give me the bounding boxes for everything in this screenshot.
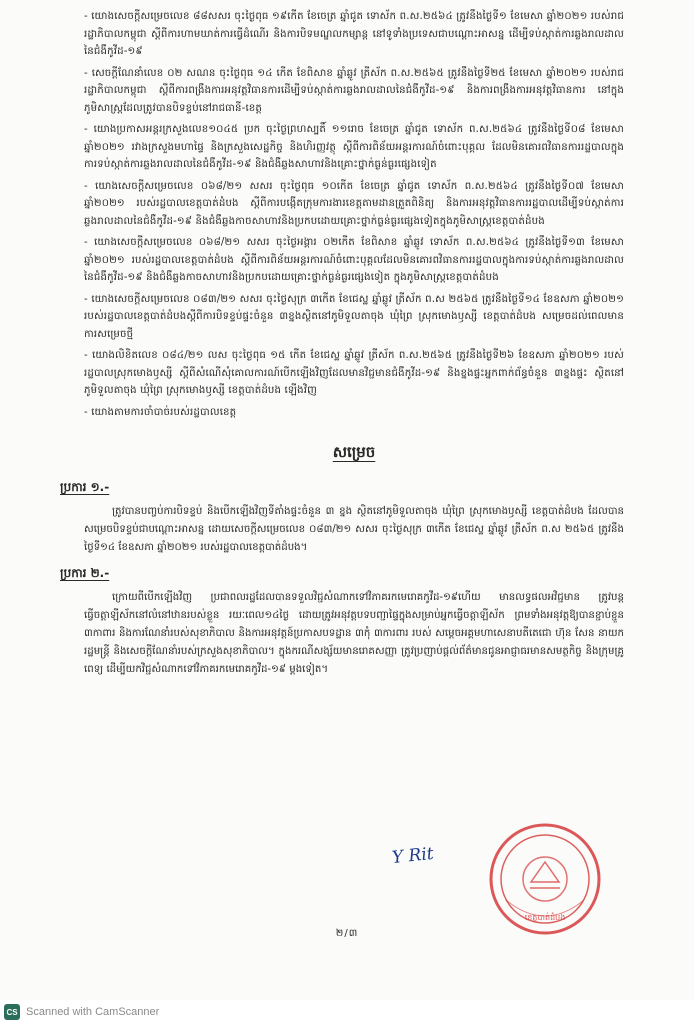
reference-item <box>84 404 624 422</box>
reference-item <box>84 8 624 61</box>
reference-text: - យោងប្រកាសអន្តរក្រសួងលេខ១០៤៥ ប្រក ចុះថ្ងៃព្រហស្បតិ៍ ១១រោច ខែចេត្រ ឆ្នាំជូត ទោស័ក ព.ស.២៥៦៤ ត្រូវនឹងថ្ងៃទី០៨ ខែមេសា ឆ្នាំ២០២១ រវាងក្រសួងមហាផ្ទៃ និងក្រសួងសេដ្ឋកិច្ច និងហិរញ្ញវត្ថុ ស្តីពីការពិន័យអន្តរការណ៍ចំពោះបុគ្គល ដែលមិនគោរពវិធានការរដ្ឋបាលក្នុងការទប់ស្កាត់ការឆ្លងរាលដាលនៃជំងឺកូវីដ-១៩ និងជំងឺឆ្លងសាហាវនិងគ្រោះថ្នាក់ធ្ងន់ធ្ងរផ្សេងទៀត <box>84 124 624 170</box>
reference-item <box>84 65 624 118</box>
article-1-heading: ប្រការ ១.- <box>60 480 110 494</box>
article-2-heading: ប្រការ ២.- <box>60 566 110 580</box>
reference-text: - យោងតាមការចាំបាច់របស់រដ្ឋបាលខេត្ត <box>84 406 237 418</box>
decision-title: សម្រេច <box>332 443 376 461</box>
reference-text: - យោងសេចក្តីសម្រេចលេខ ០៦៨/២១ សសរ ចុះថ្ងៃអង្គារ ០២កើត ខែពិសាខ ឆ្នាំឆ្លូវ ទោស័ក ព.ស.២៥៦៤ ត្រូវនឹងថ្ងៃទី១៣ ខែមេសា ឆ្នាំ២០២១ របស់រដ្ឋបាលខេត្តបាត់ដំបង ស្តីពីការពិន័យអន្តរការណ៍ចំពោះបុគ្គលដែលមិនគោរពវិធានការរដ្ឋបាលក្នុងការទប់ស្កាត់ការឆ្លងរាលដាលនៃជំងឺកូវីដ-១៩ និងជំងឺឆ្លងកាចសាហាវនិងប្រកបដោយគ្រោះថ្នាក់ធ្ងន់ធ្ងរផ្សេងទៀត ក្នុងភូមិសាស្ត្រខេត្តបាត់ដំបង <box>84 237 624 283</box>
reference-text: - យោងសេចក្តីសម្រេចលេខ ០៦៨/២១ សសរ ចុះថ្ងៃពុធ ១០កើត ខែចេត្រ ឆ្នាំជូត ទោស័ក ព.ស.២៥៦៤ ត្រូវនឹងថ្ងៃទី០៧ ខែមេសា ឆ្នាំ២០២១ របស់រដ្ឋបាលខេត្តបាត់ដំបង ស្តីពីការបង្កើតក្រុមការងារខេត្តតាមដានត្រួតពិនិត្យ និងការអនុវត្តវិធានការរដ្ឋបាលដើម្បីទប់ស្កាត់ការឆ្លងរាលដាលនៃជំងឺកូវីដ-១៩ និងជំងឺឆ្លងកាចសាហាវនិងប្រកបដោយគ្រោះថ្នាក់ធ្ងន់ធ្ងរផ្សេងទៀតក្នុងភូមិសាស្ត្រខេត្តបាត់ដំបង <box>84 180 624 227</box>
reference-text: - យោងសេចក្តីសម្រេចលេខ ០៨៣/២១ សសរ ចុះថ្ងៃសុក្រ ៣កើត ខែជេស្ឋ ឆ្នាំឆ្លូវ ត្រីស័ក ព.ស ២៥៦៥ ត្រូវនឹងថ្ងៃទី១៤ ខែឧសភា ឆ្នាំ២០២១ របស់រដ្ឋបាលខេត្តបាត់ដំបងស្តីពីការបិទខ្ទប់ផ្ទះចំនួន ៣ខ្នងស្ថិតនៅភូមិទួលតាចុង ឃុំព្រៃ ស្រុកមោងឫស្សី ខេត្តបាត់ដំបង សម្រេចដល់ពេលមានការសម្រេចថ្មី <box>84 293 624 340</box>
official-seal-stamp <box>486 820 604 938</box>
page-number: ២/៣ <box>335 928 359 939</box>
stamp-text: ខេត្តបាត់ដំបង <box>524 913 566 922</box>
reference-item <box>84 234 624 287</box>
article-1 <box>60 479 624 557</box>
reference-item <box>84 178 624 231</box>
reference-text: - យោងលិខិតលេខ ០៨៤/២១ លស ចុះថ្ងៃពុធ ១៥ កើត ខែជេស្ឋ ឆ្នាំឆ្លូវ ត្រីស័ក ព.ស.២៥៦៥ ត្រូវនឹងថ្ងៃទី២៦ ខែឧសភា ឆ្នាំ២០២១ របស់រដ្ឋបាលស្រុកមោងឫស្សី ស្តីពីសំណើសុំគោលការណ៍បើកឡើងវិញដែលមានវិជ្ជមានជំងឺកូវីដ-១៩ និងខ្នងផ្ទះអ្នកពាក់ព័ន្ធចំនួន ៣ខ្នងផ្ទះ ស្ថិតនៅភូមិទួលតាចុង ឃុំព្រៃ ស្រុកមោងឫស្សី ខេត្តបាត់ដំបង ឡើងវិញ <box>84 350 624 396</box>
references-list <box>84 8 624 421</box>
camscanner-logo-icon: CS <box>4 1004 20 1020</box>
reference-item <box>84 347 624 400</box>
reference-item <box>84 291 624 344</box>
article-2-body: ក្រោយពីបើកឡើងវិញ ប្រជាពលរដ្ឋដែលបានទទួលវិជ្ជសំណាកទៅវិភាគរកមេរោគកូវីដ-១៩ហើយ មានលទ្ធផលអវិជ្ជមាន ត្រូវបន្តធ្វើចត្តាឡីស័កនៅលំនៅឋានរបស់ខ្លួន រយៈពេល១៤ថ្ងៃ ដោយត្រូវអនុវត្តបទបញ្ជាផ្ទៃក្នុងសម្រាប់អ្នកធ្វើចត្តាឡីស័ក ព្រមទាំងអនុវត្តឱ្យបានខ្ជាប់ខ្ជួន ៣កាពារ និងការណែនាំរបស់សុខាភិបាល និងការអនុវត្តន៍ប្រកាសបទដ្ឋាន ៣កុំ ៣ការពារ របស់ សម្តេចអគ្គមហាសេនាបតីតេជោ ហ៊ុន សែន នាយករដ្ឋមន្ត្រី និងសេចក្តីណែនាំរបស់ក្រសួងសុខាភិបាល។ ក្នុងករណីសង្ស័យមានរោគសញ្ញា ត្រូវប្រញាប់ផ្តល់ព័ត៌មានជូនអាជ្ញាធរមានសមត្ថកិច្ច និងក្រុមគ្រូពេទ្យ ដើម្បីយកវិជ្ជសំណាកទៅវិភាគរកមេរោគកូវីដ-១៩ ម្តងទៀត។ <box>84 592 624 675</box>
reference-item <box>84 121 624 174</box>
article-1-body: ត្រូវបានបញ្ចប់ការបិទខ្ទប់ និងបើកឡើងវិញទីតាំងផ្ទះចំនួន ៣ ខ្នង ស្ថិតនៅភូមិទួលតាចុង ឃុំព្រៃ ស្រុកមោងឫស្សី ខេត្តបាត់ដំបង ដែលបានសម្រេចបិទខ្ទប់ជាបណ្ដោះអាសន្ន ដោយសេចក្តីសម្រេចលេខ ០៨៣/២១ សសរ ចុះថ្ងៃសុក្រ ៣កើត ខែជេស្ឋ ឆ្នាំឆ្លូវ ត្រីស័ក ព.ស ២៥៦៥ ត្រូវនឹងថ្ងៃទី១៤ ខែឧសភា ឆ្នាំ២០២១ របស់រដ្ឋបាលខេត្តបាត់ដំបង។ <box>84 506 624 553</box>
article-2 <box>60 565 624 679</box>
scanner-watermark-text: Scanned with CamScanner <box>26 1006 160 1018</box>
reference-text: - យោងសេចក្តីសម្រេចលេខ ៨៨សសរ ចុះថ្ងៃពុធ ១៩កើត ខែចេត្រ ឆ្នាំជូត ទោស័ក ព.ស.២៥៦៤ ត្រូវនឹងថ្ងៃទី១ ខែមេសា ឆ្នាំ២០២១ របស់រាជរដ្ឋាភិបាលកម្ពុជា ស្តីពីការហាមឃាត់ការធ្វើដំណើរ និងការបិទមណ្ឌលកម្សាន្ត នៅទូទាំងប្រទេសជាបណ្ដោះអាសន្ន ដើម្បីទប់ស្កាត់ការឆ្លងរាលដាលនៃជំងឺកូវីដ-១៩ <box>84 11 624 57</box>
handwritten-signature: Y Rit <box>391 843 435 869</box>
scanner-footer <box>0 1000 694 1024</box>
reference-text: - សេចក្តីណែនាំលេខ ០២ សណន ចុះថ្ងៃពុធ ១៤ កើត ខែពិសាខ ឆ្នាំឆ្លូវ ត្រីស័ក ព.ស.២៥៦៥ ត្រូវនឹងថ្ងៃទី២៥ ខែមេសា ឆ្នាំ២០២១ របស់រាជរដ្ឋាភិបាលកម្ពុជា ស្តីពីការពង្រឹងការអនុវត្តវិធានការដើម្បីទប់ស្កាត់ការឆ្លងរាលដាលនៃជំងឺកូវីដ-១៩ និងការពង្រឹងការអនុវត្តវិធានការ នៅក្នុងភូមិសាស្ត្រដែលត្រូវបានបិទខ្ទប់នៅរាជធានី-ខេត្ត <box>84 67 624 114</box>
document-content <box>60 8 624 685</box>
